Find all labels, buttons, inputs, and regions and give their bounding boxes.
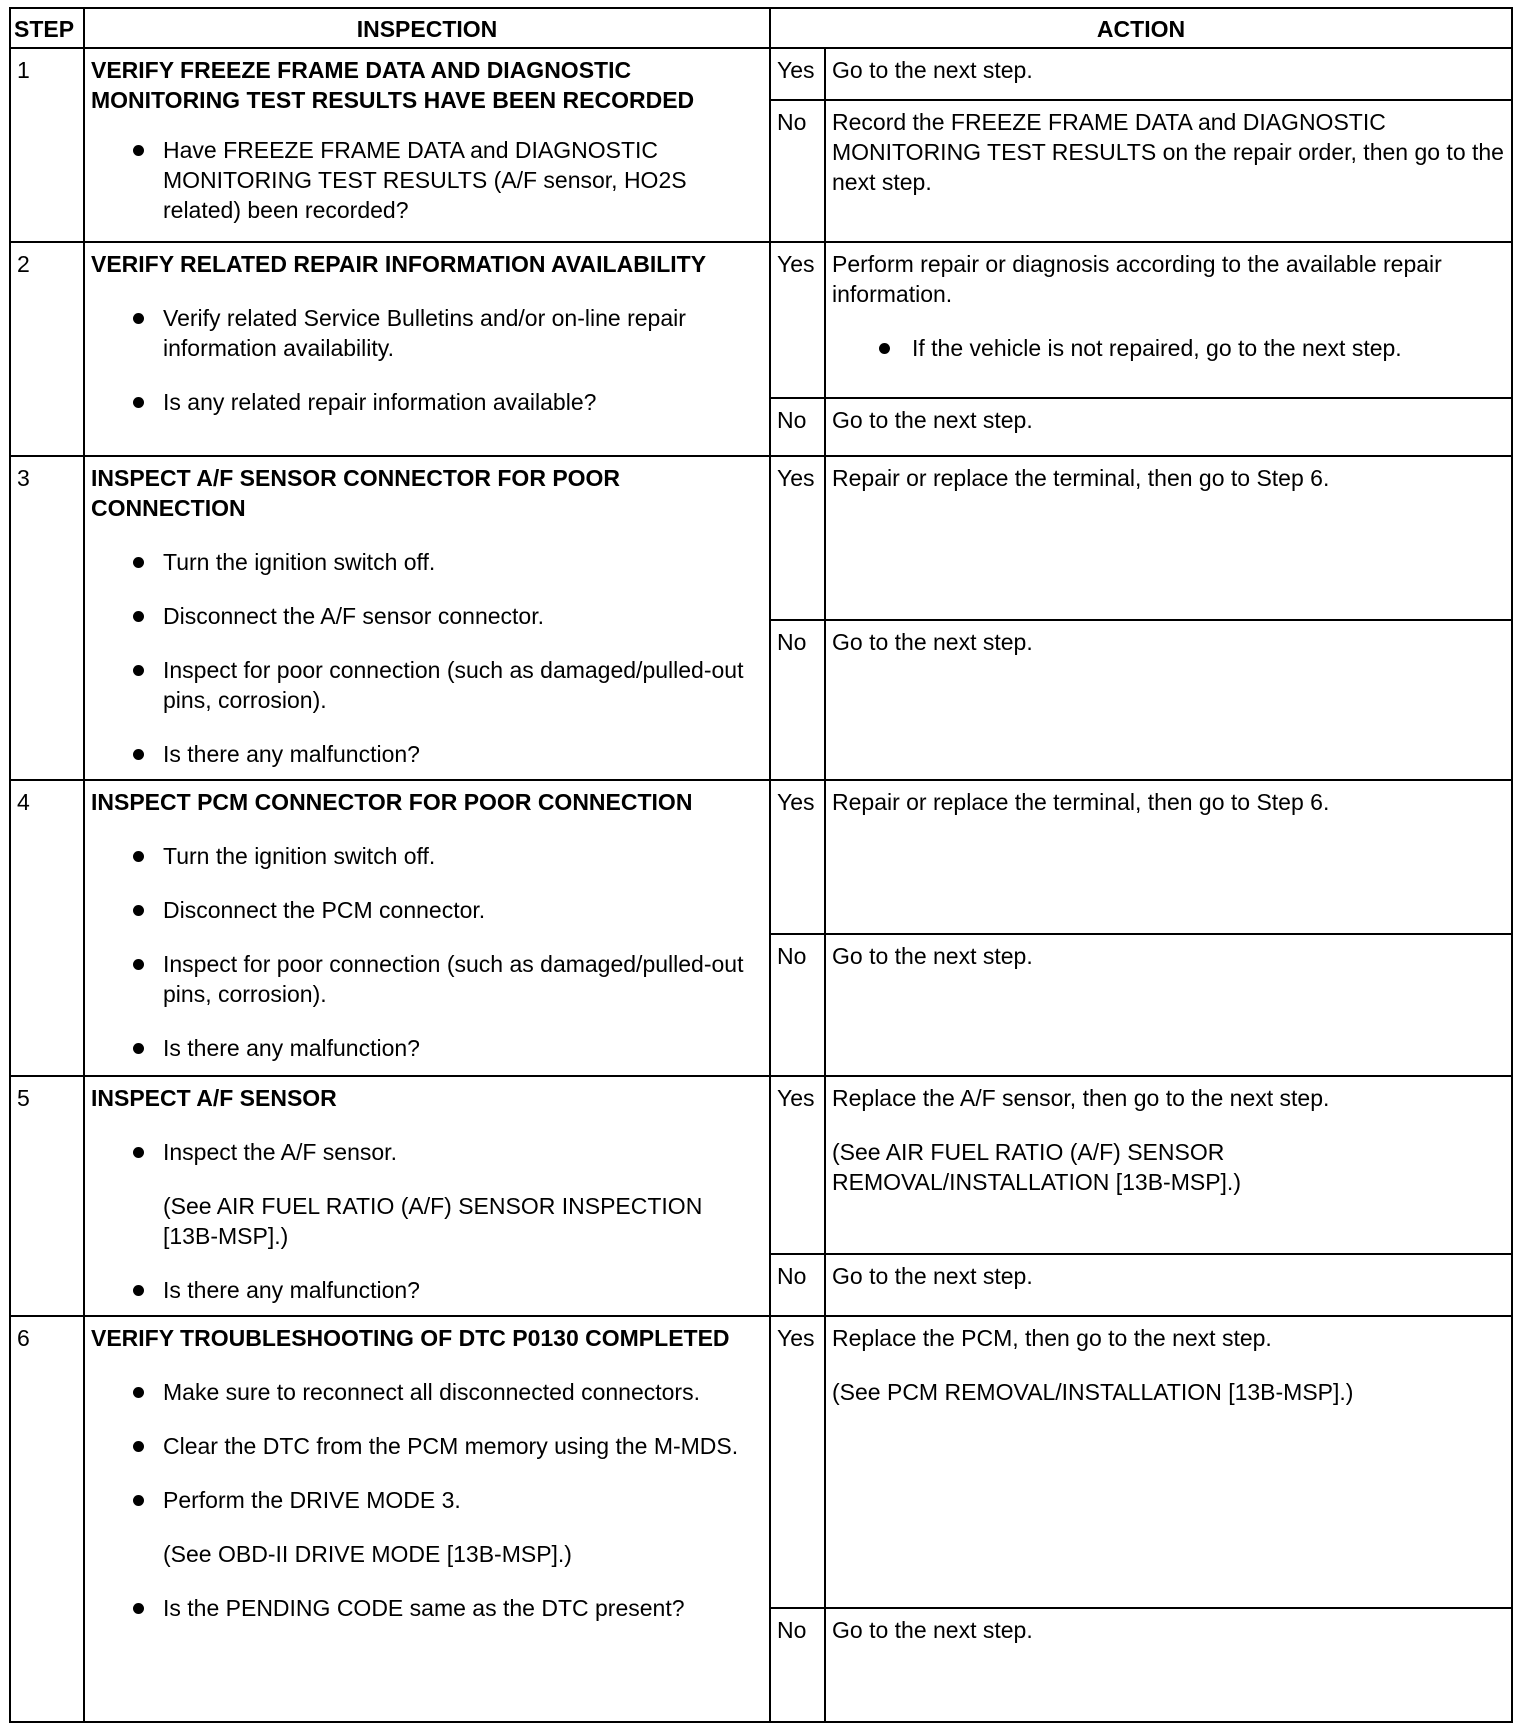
yes-label: Yes xyxy=(770,242,825,398)
inspection-title: INSPECT A/F SENSOR CONNECTOR FOR POOR CONNECTION xyxy=(91,465,621,521)
bullet-icon xyxy=(133,1285,144,1296)
bullet-icon xyxy=(133,959,144,970)
step-number: 2 xyxy=(10,242,84,456)
inspection-item: Turn the ignition switch off. xyxy=(91,841,763,871)
bullet-icon xyxy=(133,397,144,408)
yes-label: Yes xyxy=(770,1076,825,1254)
no-action: Go to the next step. xyxy=(825,1608,1512,1722)
inspection-title: INSPECT A/F SENSOR xyxy=(91,1085,337,1111)
step-row xyxy=(10,456,1512,620)
header-inspection: INSPECTION xyxy=(84,8,770,48)
no-label: No xyxy=(770,398,825,456)
inspection-item: Perform the DRIVE MODE 3. xyxy=(91,1485,763,1515)
no-label: No xyxy=(770,620,825,780)
inspection-title: INSPECT PCM CONNECTOR FOR POOR CONNECTION xyxy=(91,789,693,815)
bullet-icon xyxy=(879,343,890,354)
inspection-cell xyxy=(84,456,770,780)
no-label: No xyxy=(770,100,825,242)
yes-action: Replace the A/F sensor, then go to the next step. xyxy=(832,1085,1330,1111)
inspection-item: Is any related repair information available? xyxy=(91,387,763,417)
inspection-item: Verify related Service Bulletins and/or on-line repair information availability. xyxy=(91,303,763,363)
bullet-icon xyxy=(133,905,144,916)
step-number: 6 xyxy=(10,1316,84,1722)
yes-action: Replace the PCM, then go to the next step. xyxy=(832,1325,1272,1351)
bullet-icon xyxy=(133,665,144,676)
inspection-item: Inspect the A/F sensor. xyxy=(91,1137,763,1167)
diagnostic-table xyxy=(9,7,1513,1723)
no-label: No xyxy=(770,934,825,1076)
yes-action-cell xyxy=(825,242,1512,398)
no-label: No xyxy=(770,1608,825,1722)
bullet-icon xyxy=(133,1387,144,1398)
yes-action: Repair or replace the terminal, then go to Step 6. xyxy=(825,780,1512,934)
yes-action-cell xyxy=(825,1316,1512,1608)
action-reference: (See AIR FUEL RATIO (A/F) SENSOR REMOVAL/INSTALLATION [13B-MSP].) xyxy=(832,1139,1241,1195)
inspection-title: VERIFY FREEZE FRAME DATA AND DIAGNOSTIC MONITORING TEST RESULTS HAVE BEEN RECORDED xyxy=(91,57,695,113)
inspection-title: VERIFY RELATED REPAIR INFORMATION AVAILABILITY xyxy=(91,251,707,277)
step-number: 3 xyxy=(10,456,84,780)
troubleshooting-sheet xyxy=(9,7,1511,1723)
inspection-reference: (See OBD-II DRIVE MODE [13B-MSP].) xyxy=(163,1541,572,1567)
inspection-cell xyxy=(84,242,770,456)
step-row xyxy=(10,780,1512,934)
no-action: Go to the next step. xyxy=(825,620,1512,780)
inspection-item: Have FREEZE FRAME DATA and DIAGNOSTIC MONITORING TEST RESULTS (A/F sensor, HO2S related) been recorded? xyxy=(91,135,763,225)
inspection-item: Turn the ignition switch off. xyxy=(91,547,763,577)
inspection-cell xyxy=(84,48,770,242)
no-action: Go to the next step. xyxy=(825,398,1512,456)
inspection-item: Is there any malfunction? xyxy=(91,739,763,769)
action-reference: (See PCM REMOVAL/INSTALLATION [13B-MSP].) xyxy=(832,1379,1354,1405)
step-number: 1 xyxy=(10,48,84,242)
header-row xyxy=(10,8,1512,48)
bullet-icon xyxy=(133,1043,144,1054)
yes-label: Yes xyxy=(770,456,825,620)
yes-action: Go to the next step. xyxy=(825,48,1512,100)
inspection-item: Inspect for poor connection (such as damaged/pulled-out pins, corrosion). xyxy=(91,655,763,715)
bullet-icon xyxy=(133,1147,144,1158)
inspection-item: Is the PENDING CODE same as the DTC present? xyxy=(91,1593,763,1623)
inspection-item: Clear the DTC from the PCM memory using the M-MDS. xyxy=(91,1431,763,1461)
inspection-item: Disconnect the A/F sensor connector. xyxy=(91,601,763,631)
yes-label: Yes xyxy=(770,780,825,934)
step-row xyxy=(10,242,1512,398)
bullet-icon xyxy=(133,851,144,862)
bullet-icon xyxy=(133,1603,144,1614)
bullet-icon xyxy=(133,611,144,622)
step-number: 4 xyxy=(10,780,84,1076)
no-action: Record the FREEZE FRAME DATA and DIAGNOSTIC MONITORING TEST RESULTS on the repair order, then go to the next step. xyxy=(825,100,1512,242)
inspection-item: Is there any malfunction? xyxy=(91,1033,763,1063)
inspection-item: Disconnect the PCM connector. xyxy=(91,895,763,925)
no-label: No xyxy=(770,1254,825,1316)
bullet-icon xyxy=(133,313,144,324)
inspection-item: Is there any malfunction? xyxy=(91,1275,763,1305)
inspection-reference: (See AIR FUEL RATIO (A/F) SENSOR INSPECTION [13B-MSP].) xyxy=(163,1193,703,1249)
bullet-icon xyxy=(133,145,144,156)
step-row xyxy=(10,48,1512,100)
yes-label: Yes xyxy=(770,1316,825,1608)
inspection-cell xyxy=(84,1076,770,1316)
no-action: Go to the next step. xyxy=(825,934,1512,1076)
yes-label: Yes xyxy=(770,48,825,100)
step-row xyxy=(10,1076,1512,1254)
yes-action-cell xyxy=(825,1076,1512,1254)
action-item: If the vehicle is not repaired, go to the next step. xyxy=(832,333,1505,363)
header-action: ACTION xyxy=(770,8,1512,48)
bullet-icon xyxy=(133,1441,144,1452)
yes-action: Repair or replace the terminal, then go to Step 6. xyxy=(825,456,1512,620)
no-action: Go to the next step. xyxy=(825,1254,1512,1316)
inspection-title: VERIFY TROUBLESHOOTING OF DTC P0130 COMPLETED xyxy=(91,1325,730,1351)
inspection-cell xyxy=(84,780,770,1076)
yes-action: Perform repair or diagnosis according to the available repair information. xyxy=(832,251,1442,307)
step-number: 5 xyxy=(10,1076,84,1316)
inspection-item: Make sure to reconnect all disconnected connectors. xyxy=(91,1377,763,1407)
bullet-icon xyxy=(133,749,144,760)
bullet-icon xyxy=(133,1495,144,1506)
inspection-cell xyxy=(84,1316,770,1722)
header-step: STEP xyxy=(10,8,84,48)
bullet-icon xyxy=(133,557,144,568)
inspection-item: Inspect for poor connection (such as damaged/pulled-out pins, corrosion). xyxy=(91,949,763,1009)
step-row xyxy=(10,1316,1512,1608)
